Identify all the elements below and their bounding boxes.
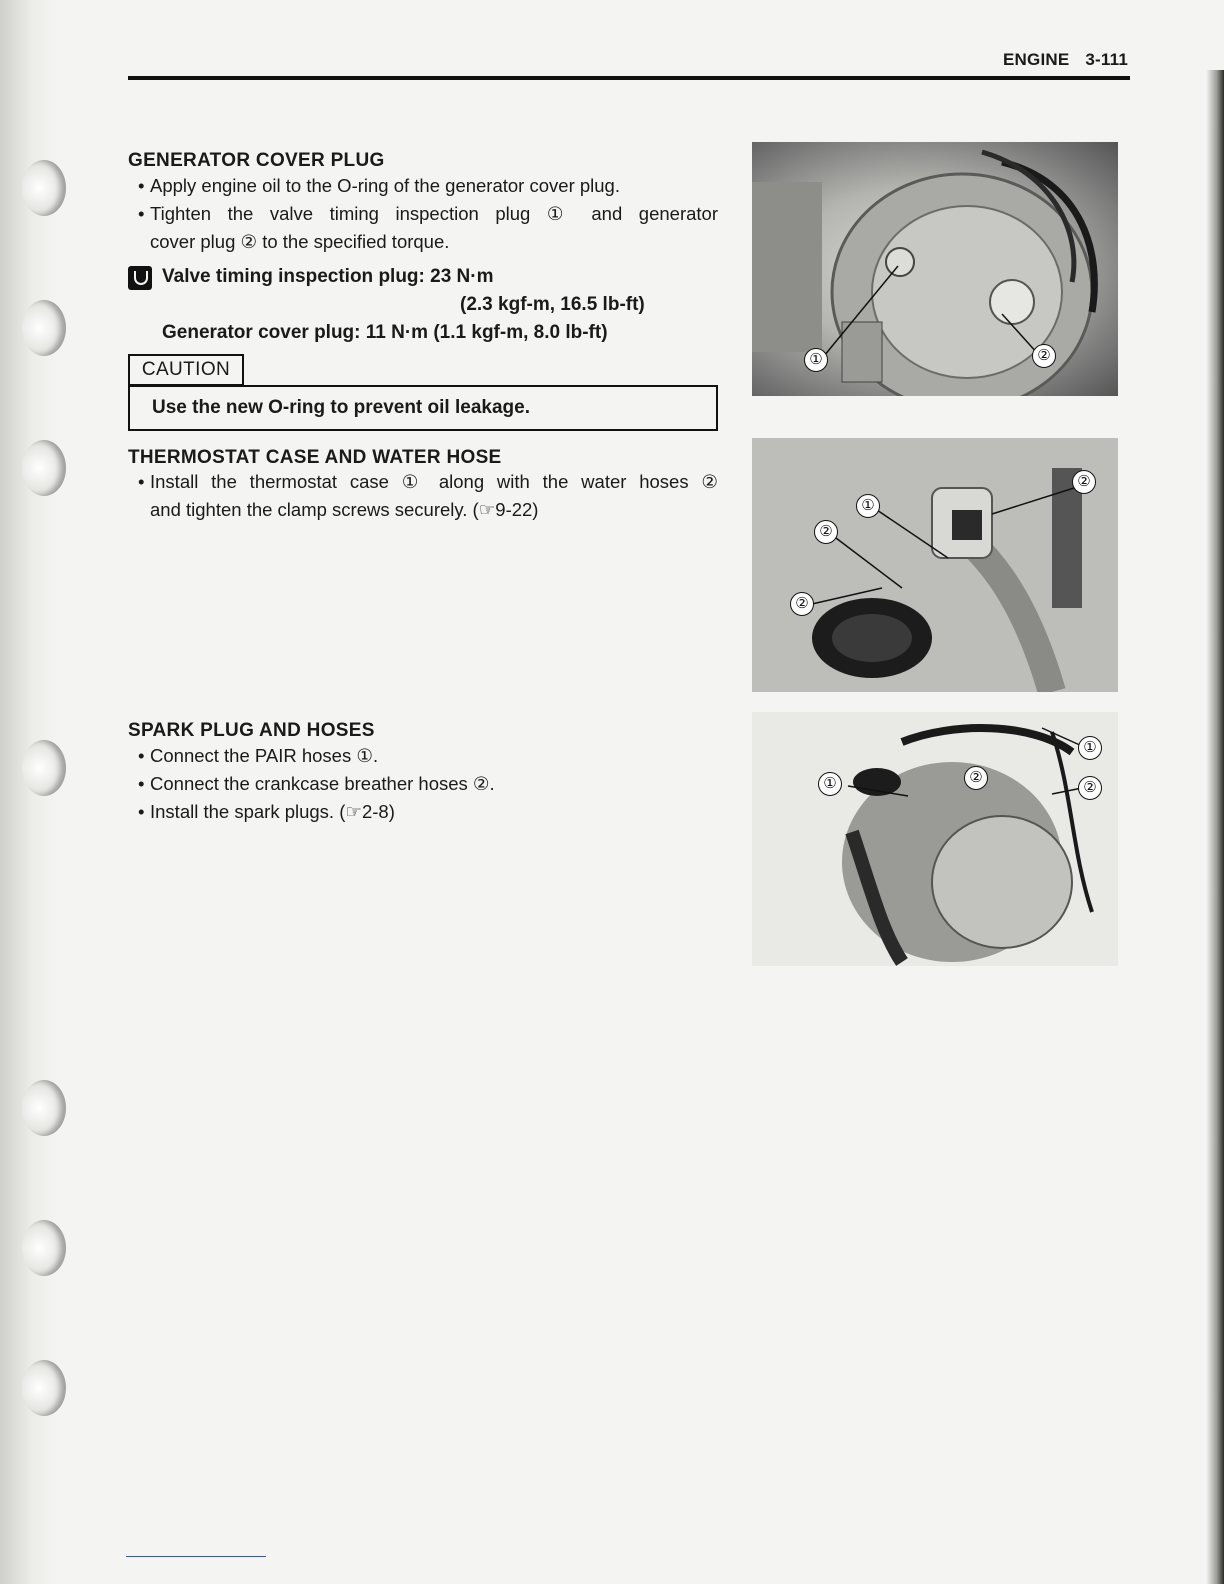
generator-bullet-2: [138, 200, 718, 228]
thermostat-bullet-1: [138, 468, 718, 496]
callout-1: ①: [1078, 736, 1102, 760]
bullet-text: and tighten the clamp screws securely. (☞9-22): [150, 499, 539, 520]
photo-spark-plug-hoses: [752, 712, 1118, 966]
binder-hole: [22, 740, 66, 796]
header-text: [987, 50, 1128, 70]
bullet-dot: •: [138, 471, 145, 492]
binder-hole: [22, 160, 66, 216]
page-right-edge: [1206, 70, 1224, 1584]
callout-1: ①: [818, 772, 842, 796]
bullet-text: Apply engine oil to the O-ring of the generator cover plug.: [150, 175, 620, 196]
thermostat-section-title: THERMOSTAT CASE AND WATER HOSE: [128, 447, 502, 468]
callout-2: ②: [814, 520, 838, 544]
callout-1: ①: [804, 348, 828, 372]
bullet-text: Install the spark plugs. (☞2-8): [150, 801, 395, 822]
bullet-dot: •: [138, 175, 145, 196]
caution-box: [128, 385, 718, 431]
bullet-text: Connect the PAIR hoses ①.: [150, 745, 379, 766]
spark-bullet-1: [138, 742, 728, 770]
photo-generator-cover: [752, 142, 1118, 396]
spark-bullet-2: [138, 770, 728, 798]
bullet-text: Tighten the valve timing inspection plug ① and generator: [150, 203, 718, 224]
callout-2: ②: [964, 766, 988, 790]
binder-hole: [22, 440, 66, 496]
header-section: ENGINE: [1003, 50, 1070, 69]
bullet-text: Install the thermostat case ① along with the water hoses ②: [150, 471, 718, 492]
generator-section-title: GENERATOR COVER PLUG: [128, 150, 385, 171]
callout-2: ②: [790, 592, 814, 616]
bullet-text: cover plug ② to the specified torque.: [150, 231, 450, 252]
header-page-number: 3-111: [1085, 50, 1128, 69]
caution-label: CAUTION: [128, 354, 244, 386]
generator-bullet-2-cont: [138, 228, 728, 256]
photo-thermostat-case: [752, 438, 1118, 692]
engine-illustration: [752, 438, 1118, 692]
binder-hole: [22, 300, 66, 356]
footer-rule: [126, 1556, 266, 1557]
bullet-dot: •: [138, 745, 145, 766]
spark-section-title: SPARK PLUG AND HOSES: [128, 720, 375, 741]
binder-hole: [22, 1220, 66, 1276]
torque-spec-valve-timing: Valve timing inspection plug: 23 N·m: [162, 266, 494, 287]
caution-text: Use the new O-ring to prevent oil leakage.: [152, 397, 530, 418]
thermostat-bullet-1-cont: [138, 496, 728, 524]
page-header: [128, 46, 1128, 76]
bullet-dot: •: [138, 773, 145, 794]
generator-bullet-1: [138, 172, 728, 200]
torque-wrench-icon: [128, 266, 152, 290]
callout-2: ②: [1072, 470, 1096, 494]
bullet-text: Connect the crankcase breather hoses ②.: [150, 773, 495, 794]
bullet-dot: •: [138, 801, 145, 822]
spark-bullet-3: [138, 798, 728, 826]
header-rule: [128, 76, 1130, 80]
bullet-dot: •: [138, 203, 145, 224]
torque-spec-valve-timing-conversion: (2.3 kgf-m, 16.5 lb-ft): [460, 294, 645, 315]
callout-1: ①: [856, 494, 880, 518]
binder-hole: [22, 1360, 66, 1416]
callout-2: ②: [1078, 776, 1102, 800]
torque-spec-generator-cover: Generator cover plug: 11 N·m (1.1 kgf-m, 8.0 lb-ft): [162, 322, 608, 343]
engine-illustration: [752, 712, 1118, 966]
binder-hole: [22, 1080, 66, 1136]
callout-2: ②: [1032, 344, 1056, 368]
